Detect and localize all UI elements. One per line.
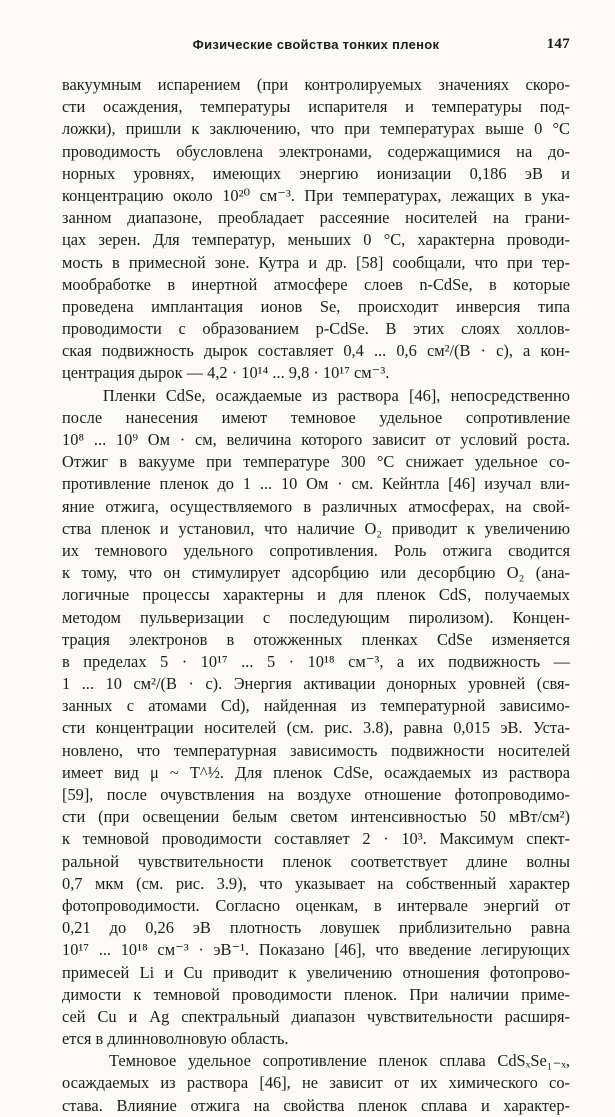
text-line: ральной чувствительности пленок соответствует длине волны <box>62 851 570 871</box>
running-header <box>62 36 570 58</box>
text-line: мость в примесной зоне. Кутра и др. [58] сообщали, что при тер- <box>62 252 570 272</box>
text-line: 0,21 до 0,26 эВ плотность ловушек приблизительно равна <box>62 918 570 938</box>
text-line: ская подвижность дырок составляет 0,4 ... 0,6 см²/(В · с), а кон- <box>62 341 570 361</box>
text-line: к темновой проводимости составляет 2 · 10³. Максимум спект- <box>62 829 570 849</box>
text-line: става. Влияние отжига на свойства пленок сплава и характер- <box>62 1095 570 1115</box>
text-line: ства пленок и установил, что наличие O₂ приводит к увеличению <box>62 518 570 538</box>
text-line: мообработке в инертной атмосфере слоев n-CdSe, в которые <box>62 274 570 294</box>
text-line: димости к темновой проводимости пленок. При наличии приме- <box>62 984 570 1004</box>
text-line: сти концентрации носителей (см. рис. 3.8), равна 0,015 эВ. Уста- <box>62 718 570 738</box>
page-number: 147 <box>546 36 570 52</box>
text-line: 0,7 мкм (см. рис. 3.9), что указывает на собственный характер <box>62 873 570 893</box>
text-line: ется в длинноволновую область. <box>62 1029 289 1049</box>
text-line: Отжиг в вакууме при температуре 300 °C снижает удельное со- <box>62 452 570 472</box>
text-line: [59], после очувствления на воздухе отношение фотопроводимо- <box>62 785 570 804</box>
body-text <box>62 74 570 1117</box>
text-line: проводимость обусловлена электронами, содержащимися на до- <box>62 141 570 161</box>
text-line: методом пульверизации с последующим пиролизом). Концен- <box>62 607 570 627</box>
book-page <box>62 36 570 1117</box>
text-line: яние отжига, осуществляемого в различных атмосферах, на свой- <box>62 496 570 516</box>
text-line: занных с атомами Cd), найденная из температурной зависимо- <box>62 696 570 716</box>
text-line: ложки), пришли к заключению, что при температурах выше 0 °C <box>62 119 570 139</box>
text-line: центрация дырок — 4,2 · 10¹⁴ ... 9,8 · 10¹⁷ см⁻³. <box>62 363 390 383</box>
text-line: к тому, что он стимулирует адсорбцию или десорбцию O₂ (ана- <box>62 563 570 583</box>
text-line: 10¹⁷ ... 10¹⁸ см⁻³ · эВ⁻¹. Показано [46], что введение легирующих <box>62 940 570 960</box>
running-title: Физические свойства тонких пленок <box>192 37 440 52</box>
text-line: новлено, что температурная зависимость подвижности носителей <box>62 740 570 760</box>
text-line: противление пленок до 1 ... 10 Ом · см. Кейнтла [46] изучал вли- <box>62 474 570 494</box>
text-line: в пределах 5 · 10¹⁷ ... 5 · 10¹⁸ см⁻³, а их подвижность — <box>62 651 570 671</box>
text-line: 1 ... 10 см²/(В · с). Энергия активации донорных уровней (свя- <box>62 674 570 694</box>
text-line: цах зерен. Для температур, меньших 0 °C, характерна проводи- <box>62 230 570 250</box>
text-line: Темновое удельное сопротивление пленок сплава CdSₓSe₁₋ₓ, <box>62 1051 570 1071</box>
text-line: Пленки CdSe, осаждаемые из раствора [46], непосредственно <box>62 385 570 405</box>
text-line: логичные процессы характерны и для пленок CdS, получаемых <box>62 585 570 605</box>
text-line: трация электронов в отожженных пленках CdSe изменяется <box>62 629 570 649</box>
text-line: после нанесения имеют темновое удельное сопротивление <box>62 407 570 427</box>
text-line: занном диапазоне, преобладает рассеяние носителей на грани- <box>62 208 570 228</box>
text-line: концентрацию около 10²⁰ см⁻³. При температурах, лежащих в ука- <box>62 185 570 205</box>
text-line: осаждаемых из раствора [46], не зависит от их химического со- <box>62 1073 570 1093</box>
text-line: вакуумным испарением (при контролируемых значениях скоро- <box>62 75 570 94</box>
text-line: фотопроводимости. Согласно оценкам, в интервале энергий от <box>62 895 570 915</box>
text-line: проведена имплантация ионов Se, происходит инверсия типа <box>62 296 570 316</box>
text-line: их темнового удельного сопротивления. Роль отжига сводится <box>62 540 570 560</box>
text-line: имеет вид μ ~ T^½. Для пленок CdSe, осаждаемых из раствора <box>62 762 570 782</box>
text-line: сти осаждения, температуры испарителя и температуры под- <box>62 97 570 117</box>
text-line: сей Cu и Ag спектральный диапазон чувствительности расширя- <box>62 1006 570 1026</box>
text-line: проводимости с образованием p-CdSe. В этих слоях холлов- <box>62 319 570 339</box>
text-line: сти (при освещении белым светом интенсивностью 50 мВт/см²) <box>62 807 570 827</box>
text-line: 10⁸ ... 10⁹ Ом · см, величина которого зависит от условий роста. <box>62 430 570 449</box>
text-line: примесей Li и Cu приводит к увеличению отношения фотопрово- <box>62 962 570 982</box>
text-line: норных уровнях, имеющих энергию ионизации 0,186 эВ и <box>62 163 570 183</box>
